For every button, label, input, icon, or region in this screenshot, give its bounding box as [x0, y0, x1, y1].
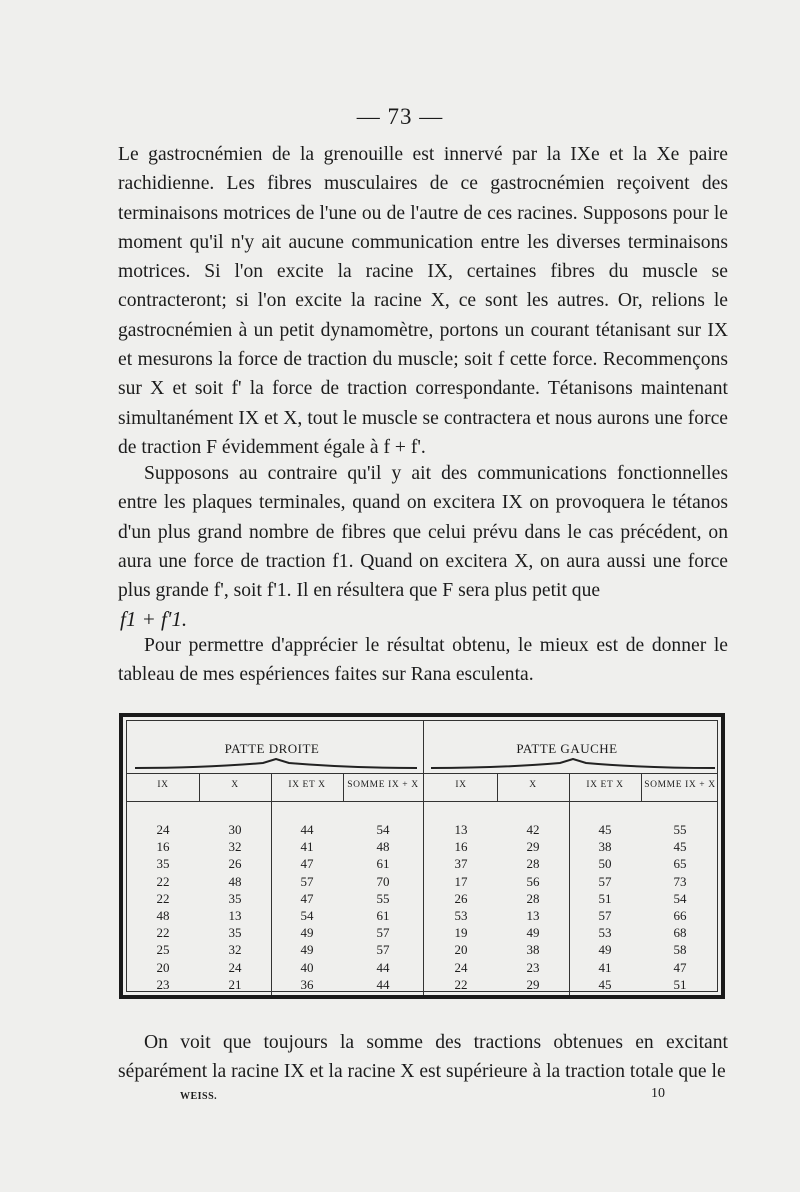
table-cell: 65	[673, 856, 687, 872]
table-cell: 44	[376, 959, 390, 975]
table-cell: 26	[228, 856, 242, 872]
paragraph-4-text: On voit que toujours la somme des tractions obtenues en excitant séparément la racine IX et la racine X est supérieure à la traction totale que le	[118, 1032, 728, 1083]
column-x-left	[497, 821, 569, 993]
table-cell: 45	[598, 976, 612, 992]
results-table-inner	[126, 720, 718, 992]
table-cell: 49	[526, 925, 540, 941]
table-cell: 73	[673, 873, 687, 889]
table-cell: 36	[300, 976, 314, 992]
table-cell: 13	[454, 822, 468, 837]
table-cell: 13	[526, 907, 540, 923]
col-divider-5	[497, 773, 498, 801]
column-ixetx-right	[271, 821, 343, 993]
col-head-ixetx-right: IX ET X	[288, 780, 326, 790]
table-cell: 29	[526, 839, 540, 855]
table-cell: 35	[156, 856, 170, 872]
col-head-somme-right: SOMME IX + X	[347, 780, 419, 790]
table-cell: 22	[156, 925, 170, 941]
table-cell: 51	[673, 976, 687, 992]
table-cell: 47	[300, 890, 314, 906]
col-divider-center	[423, 721, 424, 995]
table-cell: 30	[228, 822, 242, 837]
paragraph-1-text: Le gastrocnémien de la grenouille est innervé par la IXe et la Xe paire rachidienne. Les fibres musculaires de ce gastrocnémien reçoivent des terminaisons motrices de l'une ou de l'autre de ces racines. Supposons pour le moment qu'il n'y ait aucune communication entre les diverses terminaisons motrices. Si l'on excite la racine IX, certaines fibres du muscle se contracteront; si l'on excite la racine X, ce sont les autres. Or, relions le gastrocnémien à un petit dynamomètre, portons un courant tétanisant sur IX et mesurons la force de traction du muscle; soit f cette force. Recommençons sur X et soit f' la force de traction correspondante. Tétanisons maintenant simultanément IX et X, tout le muscle se contractera et nous aurons une force de traction F évidemment égale à f + f'.	[118, 144, 728, 458]
table-cell: 21	[228, 976, 242, 992]
table-cell: 61	[376, 856, 390, 872]
table-cell: 66	[673, 907, 687, 923]
table-cell: 29	[526, 976, 540, 992]
column-somme-right	[343, 821, 423, 993]
table-cell: 35	[228, 925, 242, 941]
table-cell: 61	[376, 907, 390, 923]
col-head-somme-left: SOMME IX + X	[644, 780, 716, 790]
footer-signature: 10	[651, 1086, 665, 1101]
paragraph-3-text: Pour permettre d'apprécier le résultat obtenu, le mieux est de donner le tableau de mes espériences faites sur Rana esculenta.	[118, 635, 728, 686]
table-cell: 55	[376, 890, 390, 906]
table-cell: 57	[376, 925, 390, 941]
group-title-left-leg: PATTE GAUCHE	[516, 741, 618, 756]
table-cell: 49	[300, 942, 314, 958]
table-cell: 20	[156, 959, 170, 975]
table-cell: 19	[454, 925, 468, 941]
table-cell: 57	[598, 873, 612, 889]
table-cell: 48	[376, 839, 390, 855]
column-x-right	[199, 821, 271, 993]
table-cell: 53	[454, 907, 468, 923]
table-cell: 54	[376, 822, 390, 837]
table-cell: 55	[673, 822, 687, 837]
col-head-ixetx-left: IX ET X	[586, 780, 624, 790]
paragraph-4	[118, 1028, 728, 1087]
table-cell: 57	[598, 907, 612, 923]
paragraph-3	[118, 631, 728, 690]
table-cell: 24	[156, 822, 170, 837]
table-cell: 54	[673, 890, 687, 906]
table-cell: 48	[156, 907, 170, 923]
table-cell: 35	[228, 890, 242, 906]
table-cell: 23	[156, 976, 170, 992]
table-cell: 48	[228, 873, 242, 889]
table-cell: 51	[598, 890, 612, 906]
table-cell: 28	[526, 856, 540, 872]
table-cell: 49	[598, 942, 612, 958]
table-cell: 45	[673, 839, 687, 855]
table-cell: 68	[673, 925, 687, 941]
table-cell: 40	[300, 959, 314, 975]
table-cell: 50	[598, 856, 612, 872]
page-number: — 73 —	[356, 104, 444, 129]
paragraph-2-formula: f1 + f'1.	[120, 607, 188, 632]
table-cell: 47	[673, 959, 687, 975]
col-divider-1	[199, 773, 200, 801]
table-cell: 54	[300, 907, 314, 923]
col-divider-7	[641, 773, 642, 801]
table-cell: 45	[598, 822, 612, 837]
table-cell: 53	[598, 925, 612, 941]
table-cell: 57	[300, 873, 314, 889]
column-ixetx-left	[569, 821, 641, 993]
table-cell: 25	[156, 942, 170, 958]
table-cell: 16	[454, 839, 468, 855]
table-cell: 58	[673, 942, 687, 958]
table-cell: 57	[376, 942, 390, 958]
results-table	[119, 713, 725, 999]
table-cell: 49	[300, 925, 314, 941]
table-cell: 26	[454, 890, 468, 906]
table-cell: 70	[376, 873, 390, 889]
table-cell: 22	[454, 976, 468, 992]
table-cell: 13	[228, 907, 242, 923]
table-cell: 38	[526, 942, 540, 958]
table-cell: 41	[598, 959, 612, 975]
col-head-ix-right: IX	[157, 780, 169, 790]
paragraph-2-text: Supposons au contraire qu'il y ait des communications fonctionnelles entre les plaques terminales, quand on excitera IX on provoquera le tétanos d'un plus grand nombre de fibres que celui prévu dans le cas précédent, on aura une force de traction f1. Quand on excitera X, on aura aussi une force plus grande f', soit f'1. Il en résultera que F sera plus petit que	[118, 463, 728, 602]
group-title-right-leg: PATTE DROITE	[224, 741, 320, 756]
table-cell: 32	[228, 942, 242, 958]
col-head-x-left: X	[529, 780, 537, 790]
table-cell: 44	[376, 976, 390, 992]
header-divider-bottom	[127, 801, 717, 802]
table-cell: 23	[526, 959, 540, 975]
table-cell: 41	[300, 839, 314, 855]
table-cell: 24	[228, 959, 242, 975]
paragraph-1	[118, 140, 728, 462]
column-somme-left	[641, 821, 719, 993]
col-divider-3	[343, 773, 344, 801]
table-cell: 24	[454, 959, 468, 975]
paragraph-2	[118, 459, 728, 635]
brace-right-leg	[133, 758, 419, 770]
brace-left-leg	[429, 758, 717, 770]
table-cell: 16	[156, 839, 170, 855]
col-head-ix-left: IX	[455, 780, 467, 790]
header-divider-top	[127, 773, 717, 774]
column-ix-right	[127, 821, 199, 993]
table-cell: 42	[526, 822, 540, 837]
table-cell: 56	[526, 873, 540, 889]
table-cell: 22	[156, 873, 170, 889]
table-cell: 38	[598, 839, 612, 855]
table-cell: 28	[526, 890, 540, 906]
table-cell: 44	[300, 822, 314, 837]
column-ix-left	[425, 821, 497, 993]
table-cell: 22	[156, 890, 170, 906]
table-cell: 20	[454, 942, 468, 958]
table-cell: 37	[454, 856, 468, 872]
table-cell: 17	[454, 873, 468, 889]
col-head-x-right: X	[231, 780, 239, 790]
footer-author: WEISS.	[180, 1091, 218, 1102]
table-cell: 47	[300, 856, 314, 872]
table-cell: 32	[228, 839, 242, 855]
